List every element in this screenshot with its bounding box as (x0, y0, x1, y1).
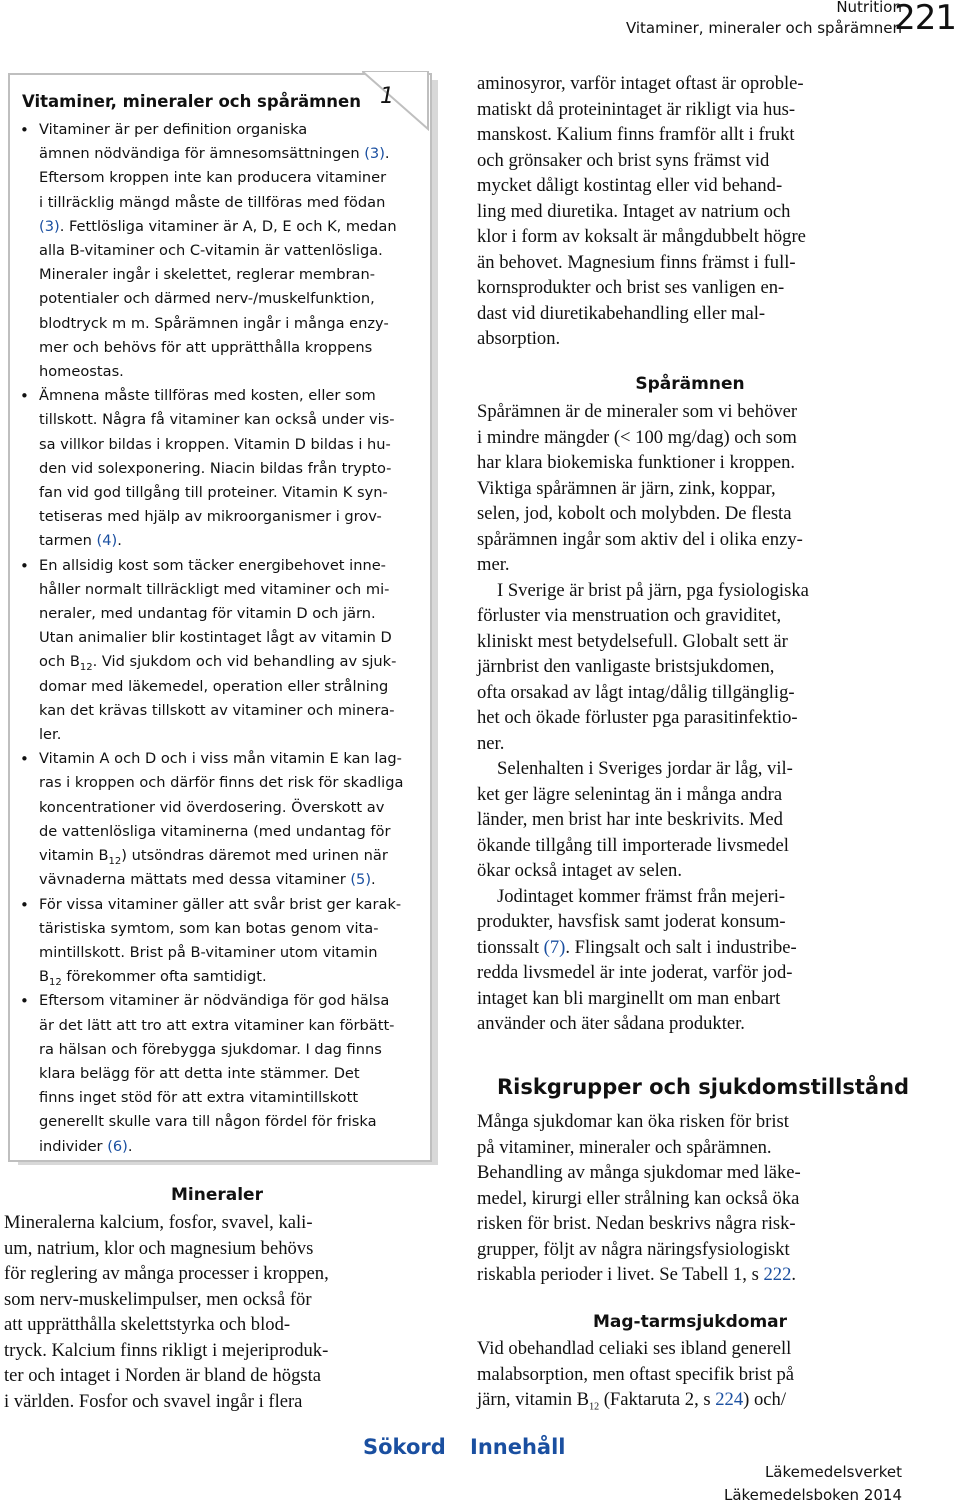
line: blodtryck m m. Spårämnen ingår i många enzy- (39, 314, 389, 332)
section-title: Nutrition (836, 0, 902, 16)
line: i världen. Fosfor och svavel ingår i flera (4, 1390, 303, 1412)
mineraler-continued-paragraph (477, 71, 806, 352)
page-link-222[interactable]: 222 (763, 1264, 792, 1285)
line: potentialer och därmed nerv-/muskelfunktion, (39, 290, 375, 308)
line: (3). Fettlösliga vitaminer är A, D, E och K, medan (39, 217, 397, 235)
line: mer. (477, 554, 510, 575)
line: för reglering av många processer i kroppen, (4, 1263, 329, 1284)
line: på vitaminer, mineraler och spårämnen. (477, 1136, 772, 1158)
line: tarmen (4). (39, 532, 122, 550)
line: ra hälsan och förebygga sjukdomar. I dag finns (39, 1040, 382, 1058)
line: vitamin $B_{12}$) utsöndras däremot med urinen när (39, 847, 388, 867)
line: tillskott. Några få vitaminer kan också under vis- (39, 411, 395, 429)
reference-link[interactable]: (7) (543, 936, 566, 958)
line: • Vitamin A och D och i viss mån vitamin E kan lag- (39, 750, 402, 768)
line: ofta orsakad av lågt intag/dålig tillgänglig- (477, 681, 795, 703)
line: och grönsaker och brist syns främst vid (477, 149, 770, 171)
line: Utan animalier blir kostintaget lågt av vitamin D (39, 629, 392, 647)
line: har klara biokemiska funktioner i kroppen. (477, 452, 796, 473)
line: ling med diuretika. Intaget av natrium och (477, 200, 791, 222)
line: och $B_{12}$. Vid sjukdom och vid behandling av sjuk- (39, 653, 397, 674)
reference-link[interactable]: (5) (350, 871, 372, 889)
line: Mineraler ingår i skelettet, reglerar membran- (39, 266, 375, 284)
line: selen, jod, kobolt och molybden. De flesta (477, 503, 792, 524)
line: sa villkor bildas i kroppen. Vitamin D bildas i hu- (39, 435, 391, 453)
section-heading-mag-tarm: Mag-tarmsjukdomar (592, 1312, 788, 1332)
line: Spårämnen är de mineraler som vi behöver (477, 401, 798, 422)
line: finns inget stöd för att extra vitamintillskott (39, 1089, 359, 1107)
reference-link[interactable]: (4) (96, 532, 118, 550)
line: domar med läkemedel, operation eller strålning (39, 677, 389, 695)
line: i tillräcklig mängd måste de tillföras med födan (39, 193, 386, 211)
line: ras i kroppen och därför finns det risk för skadliga (39, 774, 404, 792)
line: um, natrium, klor och magnesium behövs (4, 1237, 314, 1259)
line: järn, vitamin $B_{12}$ (Faktaruta 2, s 224) och/ (477, 1389, 786, 1413)
line: mer och behövs för att upprätthålla kroppens (39, 338, 373, 356)
line: • Ämnena måste tillföras med kosten, eller som (39, 387, 376, 405)
line: Jodintaget kommer främst från mejeri- (497, 885, 786, 907)
line: ter och intaget i Norden är bland de högsta (4, 1365, 322, 1386)
line: dast vid diuretikabehandling eller mal- (477, 302, 766, 324)
fact-bullet (18, 893, 416, 990)
line: homeostas. (39, 363, 124, 381)
line: Vid obehandlad celiaki ses ibland generell (477, 1338, 792, 1359)
mineraler-paragraph (4, 1210, 329, 1414)
line: Behandling av många sjukdomar med läke- (477, 1162, 801, 1183)
line: $B_{12}$ förekommer ofta samtidigt. (39, 968, 267, 989)
fact-bullet (18, 554, 416, 748)
line: riskabla perioder i livet. Se Tabell 1, s 222. (477, 1264, 797, 1285)
line: att upprätthålla skelettstyrka och blod- (4, 1314, 291, 1335)
line: länder, men brist har inte beskrivits. Med (477, 809, 783, 830)
line: kan det krävas tillskott av vitaminer och minera- (39, 701, 395, 719)
line: ämnen nödvändiga för ämnesomsättningen (3). (39, 145, 390, 163)
sparamnen-paragraphs (477, 399, 809, 1037)
line: de vattenlösliga vitaminerna (med undantag för (39, 822, 391, 840)
line: • Eftersom vitaminer är nödvändiga för god hälsa (39, 992, 390, 1010)
line: alla B-vitaminer och C-vitamin är vattenlösliga. (39, 242, 383, 260)
line: grupper, följt av några näringsfysiologiskt (477, 1238, 790, 1260)
line: malabsorption, men oftast specifik brist på (477, 1363, 795, 1385)
line: ner. (477, 732, 505, 754)
line: ler. (39, 726, 62, 744)
line: vävnaderna mättats med dessa vitaminer (5). (39, 871, 376, 889)
line: fan vid god tillgång till proteiner. Vitamin K syn- (39, 484, 388, 502)
line: Många sjukdomar kan öka risken för brist (477, 1111, 789, 1132)
line: I Sverige är brist på järn, pga fysiologiska (497, 579, 809, 601)
fact-bullet (18, 747, 416, 892)
riskgrupper-paragraph (477, 1109, 801, 1288)
fact-box-content (18, 118, 416, 1159)
footer-book: Läkemedelsboken 2014 (723, 1486, 902, 1504)
line: klor i form av koksalt är mångdubbelt högre (477, 226, 806, 247)
line: aminosyror, varför intaget oftast är oproble- (477, 73, 804, 94)
line: spårämnen ingår som aktiv del i olika enzy- (477, 528, 803, 550)
line: använder och äter sådana produkter. (477, 1013, 745, 1034)
line: järnbrist den vanligaste bristsjukdomen, (477, 656, 775, 677)
fact-bullet (18, 989, 416, 1158)
line: ökande tillgång till importerade livsmedel (477, 834, 789, 856)
table-of-contents-link[interactable]: Innehåll (470, 1435, 566, 1459)
section-heading-riskgrupper: Riskgrupper och sjukdomstillstånd (497, 1075, 910, 1099)
footer-publisher: Läkemedelsverket (764, 1463, 902, 1481)
line: redda livsmedel är inte joderat, varför jod- (477, 962, 793, 983)
line: Selenhalten i Sveriges jordar är låg, vil- (497, 758, 793, 779)
chapter-subtitle: Vitaminer, mineraler och spårämnen (625, 19, 902, 37)
page-number: 221 (894, 0, 956, 38)
line: kornsprodukter och brist ses vanligen en- (477, 277, 785, 298)
fact-bullet (18, 118, 416, 384)
section-heading-mineraler: Mineraler (171, 1185, 263, 1205)
line: än behovet. Magnesium finns främst i full- (477, 251, 796, 273)
line: kliniskt mest betydelsefull. Globalt sett är (477, 630, 788, 652)
reference-link[interactable]: (6) (107, 1137, 128, 1155)
line: förluster via menstruation och graviditet, (477, 605, 782, 626)
line: intaget kan bli marginellt om man enbart (477, 987, 781, 1009)
reference-link[interactable]: (3) (364, 145, 385, 163)
fact-box-title: Vitaminer, mineraler och spårämnen (22, 92, 361, 111)
line: Eftersom kroppen inte kan producera vitaminer (39, 169, 387, 187)
fact-box-number: 1 (380, 84, 394, 109)
line: koncentrationer vid överdosering. Överskott av (39, 798, 385, 816)
line: medel, kirurgi eller strålning kan också öka (477, 1187, 800, 1209)
line: som nerv-muskelimpulser, men också för (4, 1288, 312, 1310)
line: den vid solexponering. Niacin bildas från trypto- (39, 459, 392, 477)
line: generellt skulle vara till någon fördel för friska (39, 1113, 377, 1131)
search-index-link[interactable]: Sökord (363, 1435, 446, 1459)
line: risken för brist. Nedan beskrivs några risk- (477, 1213, 796, 1234)
line: täristiska symtom, som kan botas genom vita- (39, 919, 379, 937)
line: het och ökade förluster pga parasitinfektio- (477, 707, 798, 728)
page-link-224[interactable]: 224 (715, 1389, 744, 1410)
line: klara belägg för att detta inte stämmer. Det (39, 1064, 360, 1082)
section-heading-sparamnen: Spårämnen (635, 374, 745, 394)
line: • För vissa vitaminer gäller att svår brist ger karak- (39, 895, 402, 913)
line: mintillskott. Brist på B-vitaminer utom vitamin (39, 943, 378, 961)
line: • En allsidig kost som täcker energibehovet inne- (39, 556, 386, 574)
line: individer (6). (39, 1137, 133, 1155)
mag-tarm-paragraph (477, 1336, 794, 1413)
line: tionssalt (7). Flingsalt och salt i industribe- (477, 936, 797, 958)
line: neraler, med undantag för vitamin D och järn. (39, 605, 376, 623)
line: tetiseras med hjälp av mikroorganismer i grov- (39, 508, 382, 526)
fact-bullet (18, 384, 416, 553)
line: • Vitaminer är per definition organiska (39, 121, 308, 138)
line: mycket dåligt kostintag eller vid behand- (477, 175, 783, 196)
line: i mindre mängder (< 100 mg/dag) och som (477, 426, 797, 448)
line: absorption. (477, 328, 561, 349)
line: tryck. Kalcium finns rikligt i mejeriproduk- (4, 1339, 329, 1361)
line: manskost. Kalium finns framför allt i frukt (477, 124, 795, 145)
line: Mineralerna kalcium, fosfor, svavel, kali- (4, 1212, 313, 1233)
line: håller normalt tillräckligt med vitaminer och mi- (39, 580, 390, 598)
line: produkter, havsfisk samt joderat konsum- (477, 911, 786, 932)
line: ökar också intaget av selen. (477, 860, 682, 881)
line: är det lätt att tro att extra vitaminer kan förbätt- (39, 1016, 395, 1034)
line: Viktiga spårämnen är järn, zink, koppar, (477, 477, 776, 499)
reference-link[interactable]: (3) (39, 217, 60, 235)
line: ket ger lägre selenintag än i många andra (477, 783, 783, 805)
line: matiskt då proteinintaget är rikligt via hus- (477, 98, 796, 120)
